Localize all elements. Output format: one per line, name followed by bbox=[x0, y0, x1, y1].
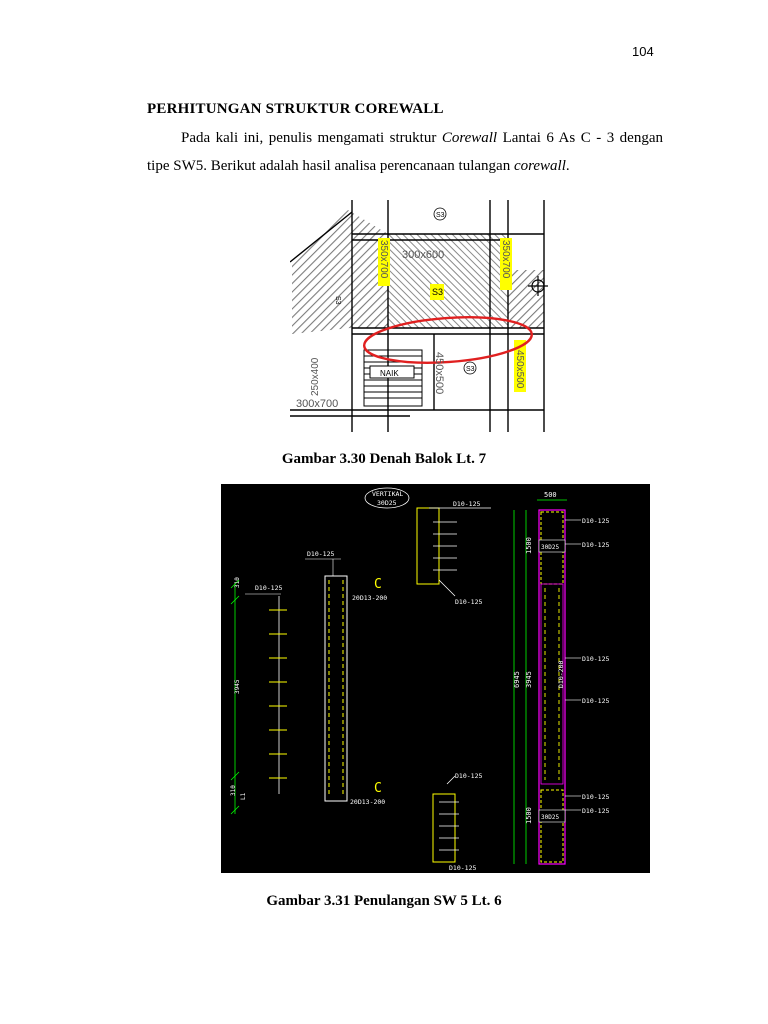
paragraph-emphasis-1: Corewall bbox=[441, 130, 498, 146]
detail-bottom-label2: D10-125 bbox=[449, 864, 477, 872]
col-label-top: 20D13-200 bbox=[352, 594, 388, 602]
detail-bottom-label1: D10-125 bbox=[455, 772, 483, 780]
beam-label-lower-left: 250x400 bbox=[310, 357, 321, 396]
paragraph-emphasis-2: corewall bbox=[513, 158, 566, 174]
section-title: PERHITUNGAN STRUKTUR COREWALL bbox=[147, 101, 444, 117]
left-dim-bottom: 310 bbox=[230, 785, 237, 796]
stair-symbol bbox=[364, 350, 422, 406]
right-l3: D10-125 bbox=[582, 655, 610, 663]
detail-top-label2: D10-125 bbox=[455, 598, 483, 606]
tag-left: S3 bbox=[334, 296, 341, 305]
beam-label-right-v: 350x700 bbox=[500, 240, 511, 279]
beam-label-left-v: 350x700 bbox=[378, 240, 389, 279]
tag-top: S3 bbox=[436, 212, 445, 219]
right-l1: D10-125 bbox=[582, 517, 610, 525]
right-l5: D10-125 bbox=[582, 793, 610, 801]
right-dim-top: 1500 bbox=[525, 537, 533, 554]
right-box-top: 30D25 bbox=[541, 544, 560, 551]
figure-caption-1: Gambar 3.30 Denah Balok Lt. 7 bbox=[281, 451, 487, 467]
body-paragraph bbox=[147, 124, 663, 180]
detail-top bbox=[417, 500, 491, 606]
beam-label-mid: 450x500 bbox=[433, 352, 445, 395]
vertical-tag-line2: 30D25 bbox=[377, 499, 397, 507]
right-dim-total: 6945 bbox=[513, 671, 521, 688]
right-l2: D10-125 bbox=[582, 541, 610, 549]
right-mid-label: D10-200 bbox=[557, 660, 565, 688]
tag-center: S3 bbox=[432, 287, 444, 297]
page-number: 104 bbox=[632, 44, 654, 59]
right-l6: D10-125 bbox=[582, 807, 610, 815]
col-top-label: D10-125 bbox=[307, 550, 335, 558]
c-bottom: C bbox=[374, 781, 382, 796]
paragraph-text-1: Pada kali ini, penulis mengamati struktur bbox=[181, 130, 442, 146]
vertical-tag-line1: VERTIKAL bbox=[372, 490, 404, 498]
detail-top-label1: D10-125 bbox=[453, 500, 481, 508]
center-column bbox=[305, 550, 387, 806]
left-dim-top: 310 bbox=[234, 577, 241, 588]
right-section bbox=[513, 491, 609, 864]
stair-label: NAIK bbox=[380, 369, 399, 378]
beam-label-top: 300x600 bbox=[402, 249, 445, 261]
right-dim-mid: 3945 bbox=[525, 671, 533, 688]
figure-beam-plan bbox=[290, 200, 548, 432]
left-bar-label: D10-125 bbox=[255, 584, 283, 592]
hatched-slab-left bbox=[292, 210, 388, 334]
right-l4: D10-125 bbox=[582, 697, 610, 705]
right-box-bottom: 30D25 bbox=[541, 814, 560, 821]
detail-bottom bbox=[433, 772, 482, 872]
right-width: 500 bbox=[544, 491, 557, 499]
col-label-bottom: 20D13-200 bbox=[350, 798, 386, 806]
left-dim-bottom-b: L1 bbox=[240, 792, 247, 800]
beam-label-lower-right: 450x500 bbox=[514, 350, 525, 389]
figure-shearwall-reinforcement bbox=[221, 484, 650, 873]
paragraph-text-3: . bbox=[565, 158, 570, 174]
left-elevation bbox=[230, 577, 287, 814]
reinforcement-drawing bbox=[221, 484, 650, 873]
right-dim-bottom: 1500 bbox=[525, 807, 533, 824]
beam-label-bottom-left: 300x700 bbox=[296, 398, 339, 410]
beam-plan-drawing bbox=[290, 200, 548, 432]
paragraph-text-2: Lantai 6 As C - 3 dengan tipe SW5. Berikut adalah hasil analisa perencanaan tulangan bbox=[147, 130, 663, 174]
left-dim-mid: 3945 bbox=[234, 679, 241, 694]
c-top: C bbox=[374, 577, 382, 592]
tag-lower: S3 bbox=[466, 366, 475, 373]
figure-caption-2: Gambar 3.31 Penulangan SW 5 Lt. 6 bbox=[266, 893, 502, 909]
